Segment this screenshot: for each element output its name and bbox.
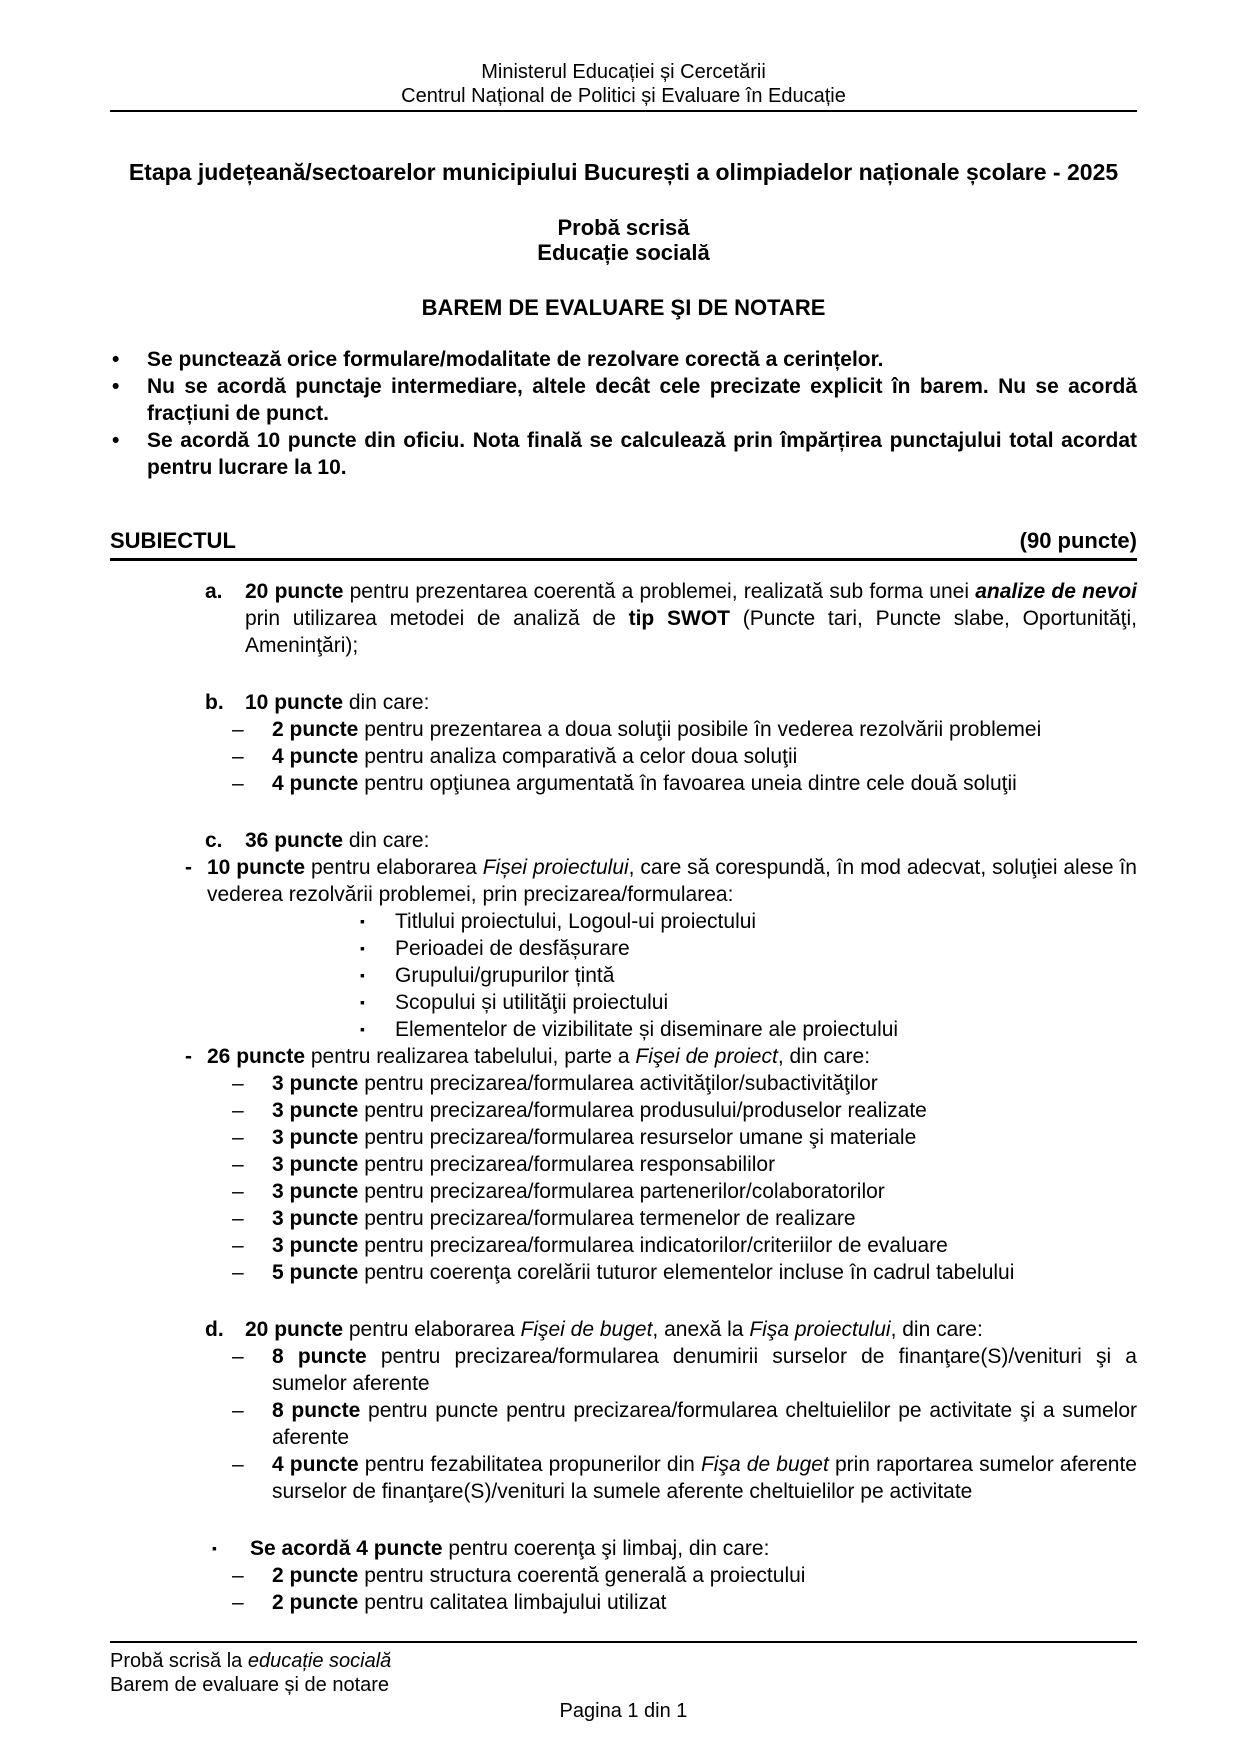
spacer (110, 1286, 1137, 1316)
text-segment: analize de nevoi (975, 580, 1137, 603)
item-text (395, 1016, 1137, 1043)
subject-body (110, 578, 1137, 1616)
barem-item (232, 743, 1137, 770)
item-text (207, 1043, 1137, 1070)
text-segment: 3 puncte (272, 1180, 359, 1203)
item-text (272, 1343, 1137, 1397)
text-segment: 3 puncte (272, 1207, 359, 1230)
barem-item (360, 908, 1137, 935)
note-item (110, 346, 1137, 373)
list-marker: - (185, 856, 192, 879)
barem-item (360, 962, 1137, 989)
barem-item (205, 689, 1137, 716)
header-rule (110, 110, 1137, 112)
document-footer (110, 1641, 1137, 1723)
spacer (110, 797, 1137, 827)
list-marker: ▪ (360, 940, 365, 956)
list-marker: – (232, 1126, 244, 1149)
text-segment: Fişei de proiect (635, 1045, 778, 1068)
text-segment: 20 puncte (245, 1318, 344, 1341)
text-segment: pentru precizarea/formularea resurselor umane şi materiale (358, 1126, 917, 1149)
text-segment: 36 puncte (245, 829, 344, 852)
spacer (110, 659, 1137, 689)
list-marker: a. (205, 580, 223, 603)
text-segment: 10 puncte (207, 856, 306, 879)
item-text (250, 1535, 1137, 1562)
text-segment: Fişa proiectului (749, 1318, 891, 1341)
list-marker: – (232, 718, 244, 741)
text-segment: pentru analiza comparativă a celor doua soluţii (358, 745, 798, 768)
text-segment: pentru precizarea/formularea activităţilor/subactivităţilor (358, 1072, 878, 1095)
list-marker: – (232, 1099, 244, 1122)
barem-item (185, 854, 1137, 908)
center-line: Centrul Național de Politici și Evaluare în Educație (401, 85, 846, 107)
text-segment: , anexă la (652, 1318, 750, 1341)
barem-item (232, 1589, 1137, 1616)
item-text (245, 1316, 1137, 1343)
barem-item (232, 1259, 1137, 1286)
list-marker: – (232, 1261, 244, 1284)
text-segment: pentru prezentarea a doua soluţii posibile în vederea rezolvării problemei (358, 718, 1042, 741)
list-marker: – (232, 772, 244, 795)
text-segment: 3 puncte (272, 1234, 359, 1257)
footer-exam-line (110, 1649, 1137, 1673)
page-number: Pagina 1 din 1 (559, 1700, 688, 1722)
barem-title: BAREM DE EVALUARE ŞI DE NOTARE (421, 295, 826, 320)
note-text: Nu se acordă punctaje intermediare, altele decât cele precizate explicit în barem. Nu se acordă fracțiuni de punct. (147, 375, 1137, 425)
text-segment: 3 puncte (272, 1126, 359, 1149)
text-segment: 5 puncte (272, 1261, 359, 1284)
text-segment: 20 puncte (245, 580, 344, 603)
barem-item (232, 716, 1137, 743)
list-marker: ▪ (360, 1021, 365, 1037)
barem-item (360, 1016, 1137, 1043)
list-marker: ▪ (212, 1540, 217, 1556)
text-segment: Elementelor de vizibilitate și diseminare ale proiectului (395, 1018, 899, 1041)
list-marker: – (232, 1207, 244, 1230)
text-segment: 8 puncte (272, 1399, 361, 1422)
text-segment: pentru precizarea/formularea denumirii surselor de finanţare(S)/venituri şi a sumelor aferente (272, 1345, 1137, 1395)
barem-item (232, 1232, 1137, 1259)
list-marker: – (232, 745, 244, 768)
note-item (110, 427, 1137, 481)
item-text (272, 1451, 1137, 1505)
item-text (245, 689, 1137, 716)
page-title: Etapa județeană/sectoarelor municipiului București a olimpiadelor naționale școlare - 2025 (128, 159, 1119, 185)
text-segment: , din care: (890, 1318, 983, 1341)
list-marker: ▪ (360, 994, 365, 1010)
text-segment: pentru coerenţa şi limbaj, din care: (442, 1537, 770, 1560)
item-text (245, 578, 1137, 659)
text-segment: pentru elaborarea (305, 856, 483, 879)
item-text (245, 827, 1137, 854)
barem-item (232, 1205, 1137, 1232)
item-text (272, 770, 1137, 797)
text-segment: pentru prezentarea coerentă a problemei, realizată sub forma unei (343, 580, 976, 603)
list-marker: ▪ (360, 967, 365, 983)
item-text (272, 1070, 1137, 1097)
subject-points: (90 puncte) (1019, 528, 1137, 553)
text-segment: 26 puncte (207, 1045, 306, 1068)
item-text (272, 1205, 1137, 1232)
text-segment: pentru precizarea/formularea produsului/produselor realizate (358, 1099, 927, 1122)
barem-item (232, 1151, 1137, 1178)
list-marker: – (232, 1234, 244, 1257)
list-marker: – (232, 1453, 244, 1476)
text-segment: Fișei proiectului (482, 856, 629, 879)
text-segment: pentru precizarea/formularea indicatorilor/criteriilor de evaluare (358, 1234, 948, 1257)
text-segment: Scopului și utilităţii proiectului (395, 991, 669, 1014)
barem-item (232, 1178, 1137, 1205)
text-segment: pentru structura coerentă generală a proiectului (358, 1564, 806, 1587)
text-segment: din care: (343, 691, 430, 714)
text-segment: din care: (343, 829, 430, 852)
exam-type: Probă scrisă (557, 215, 690, 240)
barem-item (205, 578, 1137, 659)
barem-item (232, 1451, 1137, 1505)
list-marker: – (232, 1591, 244, 1614)
general-notes-list (110, 346, 1137, 481)
note-item (110, 373, 1137, 427)
item-text (272, 1097, 1137, 1124)
exam-subject: Educație socială (537, 240, 710, 265)
bullet-icon: • (112, 348, 120, 371)
text-segment: Perioadei de desfășurare (395, 937, 630, 960)
bullet-icon: • (112, 429, 120, 452)
list-marker: d. (205, 1318, 224, 1341)
text-segment: 2 puncte (272, 1591, 359, 1614)
barem-item (205, 1316, 1137, 1343)
text-segment: (Puncte tari, Puncte slabe, Oportunităţi, Ameninţări); (245, 607, 1137, 657)
item-text (395, 908, 1137, 935)
text-segment: 4 puncte (272, 1453, 359, 1476)
barem-item (205, 827, 1137, 854)
text-segment: pentru elaborarea (343, 1318, 521, 1341)
text-segment: 4 puncte (272, 745, 359, 768)
document-header (110, 60, 1137, 108)
footer-barem-line: Barem de evaluare și de notare (110, 1674, 390, 1696)
list-marker: – (232, 1153, 244, 1176)
item-text (272, 1151, 1137, 1178)
text-segment: 3 puncte (272, 1153, 359, 1176)
note-text: Se acordă 10 puncte din oficiu. Nota finală se calculează prin împărțirea punctajului total acordat pentru lucrare la 10. (147, 429, 1137, 479)
text-segment: 10 puncte (245, 691, 344, 714)
note-text: Se punctează orice formulare/modalitate de rezolvare corectă a cerințelor. (147, 348, 884, 371)
bullet-icon: • (112, 375, 120, 398)
text-segment: pentru realizarea tabelului, parte a (305, 1045, 636, 1068)
text-segment: pentru puncte pentru precizarea/formularea cheltuielilor pe activitate şi a sumelor aferente (272, 1399, 1137, 1449)
item-text (272, 1397, 1137, 1451)
text-segment: Titlului proiectului, Logoul-ui proiectului (395, 910, 757, 933)
barem-item (232, 1097, 1137, 1124)
item-text (395, 935, 1137, 962)
list-marker: – (232, 1072, 244, 1095)
list-marker: – (232, 1180, 244, 1203)
text-segment: Fişa de buget (700, 1453, 829, 1476)
barem-item (232, 770, 1137, 797)
subject-header (110, 530, 1137, 561)
text-segment: 3 puncte (272, 1099, 359, 1122)
barem-item (232, 1397, 1137, 1451)
barem-item (185, 1043, 1137, 1070)
barem-item (232, 1070, 1137, 1097)
text-segment: prin utilizarea metodei de analiză de (245, 607, 629, 630)
text-segment: pentru fezabilitatea propunerilor din (358, 1453, 701, 1476)
item-text (272, 1232, 1137, 1259)
list-marker: c. (205, 829, 223, 852)
list-marker: ▪ (360, 913, 365, 929)
item-text (272, 1562, 1137, 1589)
text-segment: , din care: (777, 1045, 871, 1068)
list-marker: – (232, 1345, 244, 1368)
barem-item (232, 1343, 1137, 1397)
barem-item (212, 1535, 1137, 1562)
text-segment: educație socială (247, 1650, 392, 1672)
text-segment: , care să corespundă, în mod adecvat, soluţiei alese în vederea rezolvării problemei, prin precizarea/formularea: (207, 856, 1137, 906)
list-marker: – (232, 1564, 244, 1587)
text-segment: pentru calitatea limbajului utilizat (358, 1591, 667, 1614)
barem-item (360, 935, 1137, 962)
spacer (110, 1505, 1137, 1535)
text-segment: 2 puncte (272, 718, 359, 741)
text-segment: pentru precizarea/formularea partenerilor/colaboratorilor (358, 1180, 885, 1203)
text-segment: prin raportarea sumelor aferente surselor de finanţare(S)/venituri la sumele aferente cheltuielilor pe activitate (272, 1453, 1137, 1503)
item-text (272, 1124, 1137, 1151)
footer-rule (110, 1641, 1137, 1643)
list-marker: – (232, 1399, 244, 1422)
barem-item (232, 1562, 1137, 1589)
text-segment: 8 puncte (272, 1345, 367, 1368)
item-text (272, 1178, 1137, 1205)
text-segment: Probă scrisă la (110, 1650, 248, 1672)
barem-item (232, 1124, 1137, 1151)
text-segment: 2 puncte (272, 1564, 359, 1587)
item-text (272, 743, 1137, 770)
text-segment: 3 puncte (272, 1072, 359, 1095)
item-text (272, 1589, 1137, 1616)
text-segment: pentru precizarea/formularea termenelor de realizare (358, 1207, 856, 1230)
text-segment: Grupului/grupurilor țintă (395, 964, 615, 987)
item-text (272, 716, 1137, 743)
item-text (272, 1259, 1137, 1286)
item-text (395, 989, 1137, 1016)
text-segment: pentru coerenţa corelării tuturor elementelor incluse în cadrul tabelului (358, 1261, 1015, 1284)
text-segment: 4 puncte (272, 772, 359, 795)
text-segment: pentru opţiunea argumentată în favoarea uneia dintre cele două soluţii (358, 772, 1017, 795)
item-text (207, 854, 1137, 908)
text-segment: tip SWOT (628, 607, 730, 630)
subject-heading: SUBIECTUL (110, 528, 236, 553)
text-segment: Se acordă 4 puncte (250, 1537, 443, 1560)
text-segment: Fişei de buget (520, 1318, 653, 1341)
item-text (395, 962, 1137, 989)
barem-item (360, 989, 1137, 1016)
text-segment: pentru precizarea/formularea responsabililor (358, 1153, 776, 1176)
list-marker: - (185, 1045, 192, 1068)
list-marker: b. (205, 691, 224, 714)
ministry-line: Ministerul Educației și Cercetării (481, 61, 766, 83)
